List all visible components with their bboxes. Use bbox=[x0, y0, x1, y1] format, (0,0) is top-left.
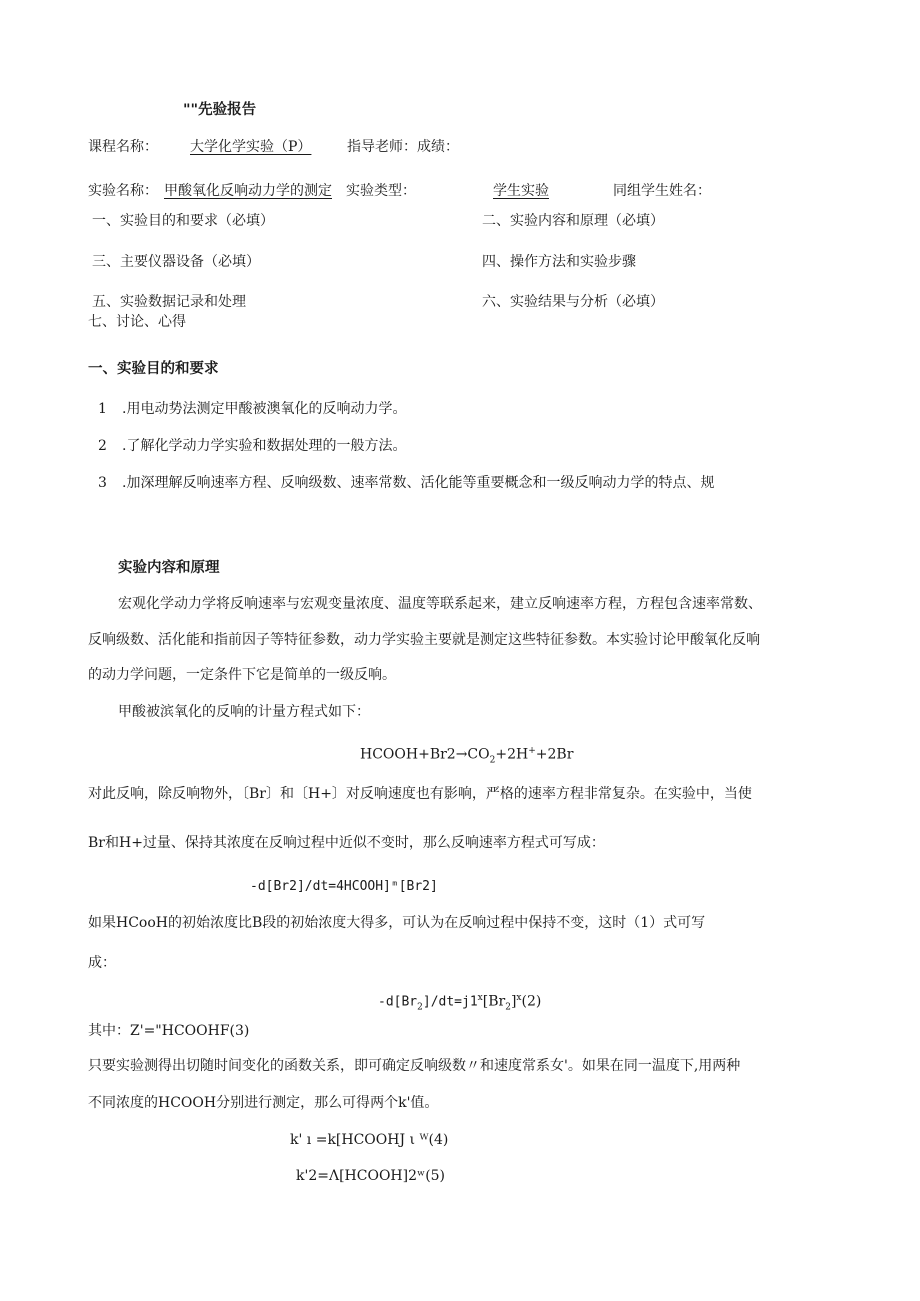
experiment-type-label: 实验类型： bbox=[346, 183, 416, 199]
list-item-text: .了解化学动力学实验和数据处理的一般方法。 bbox=[122, 438, 407, 454]
section1-heading: 一、实验目的和要求 bbox=[88, 361, 219, 377]
paragraph-line: 其中：Z'="HCOOHF(3) bbox=[88, 1023, 250, 1039]
eq-superscript: x bbox=[516, 993, 522, 1003]
list-item bbox=[98, 400, 406, 418]
eq-subscript: 2 bbox=[505, 1002, 511, 1013]
paragraph-line: 如果HCooH的初始浓度比B段的初始浓度大得多，可认为在反响过程中保持不变，这时（1）式可写 bbox=[88, 915, 706, 931]
equation-4: k' ı =k[HCOOHJ ι ᵂ(4) bbox=[290, 1132, 449, 1148]
report-title: ""先验报告 bbox=[183, 102, 257, 118]
outline-item: 七、讨论、心得 bbox=[88, 314, 186, 330]
eq-subscript: 2 bbox=[417, 1002, 423, 1013]
list-item-number: 2 bbox=[98, 438, 107, 454]
list-item-text: .加深理解反响速率方程、反响级数、速率常数、活化能等重要概念和一级反响动力学的特点、规 bbox=[122, 475, 715, 491]
list-item bbox=[98, 474, 714, 492]
eq-part: [Br bbox=[482, 993, 506, 1010]
eq-superscript: + bbox=[528, 746, 536, 756]
paragraph-line: 的动力学问题，一定条件下它是简单的一级反响。 bbox=[88, 667, 396, 683]
equation-1 bbox=[360, 742, 573, 769]
equation-3 bbox=[378, 989, 541, 1016]
list-item-number: 1 bbox=[98, 401, 107, 417]
eq-superscript: x bbox=[477, 993, 483, 1003]
outline-item: 五、实验数据记录和处理 bbox=[92, 294, 246, 310]
paragraph-line: 反响级数、活化能和指前因子等特征参数，动力学实验主要就是测定这些特征参数。本实验讨论甲酸氧化反响 bbox=[88, 632, 760, 648]
eq-part: +2Br bbox=[535, 746, 574, 763]
course-label: 课程名称： bbox=[88, 139, 158, 155]
eq-part: ] bbox=[510, 993, 517, 1010]
experiment-name-value: 甲酸氧化反响动力学的测定 bbox=[164, 183, 332, 199]
paragraph-line: 成： bbox=[88, 955, 116, 971]
list-item bbox=[98, 437, 406, 455]
experiment-type-value: 学生实验 bbox=[493, 183, 549, 199]
equation-5: k'2=Λ[HCOOH]2ʷ(5) bbox=[296, 1168, 446, 1184]
outline-item: 二、实验内容和原理（必填） bbox=[482, 213, 664, 229]
paragraph-line: 对此反响，除反响物外，〔Br〕和〔H+〕对反响速度也有影响，严格的速率方程非常复杂。在实验中，当使 bbox=[88, 786, 752, 802]
outline-item: 六、实验结果与分析（必填） bbox=[482, 294, 664, 310]
partner-label: 同组学生姓名： bbox=[613, 183, 711, 199]
eq-part: (2) bbox=[521, 993, 542, 1010]
eq-part: -d[Br bbox=[378, 994, 418, 1010]
eq-part: HCOOH+Br2→CO bbox=[360, 746, 490, 763]
paragraph-line: 只要实验测得出切随时间变化的函数关系，即可确定反响级数〃和速度常系女'。如果在同一温度下,用两种 bbox=[88, 1058, 741, 1074]
eq-subscript: 2 bbox=[489, 755, 496, 766]
paragraph-line: 甲酸被滨氧化的反响的计量方程式如下： bbox=[118, 704, 370, 720]
eq-part: ]/dt=j1 bbox=[422, 994, 478, 1010]
section2-heading: 实验内容和原理 bbox=[118, 560, 220, 576]
teacher-grade-label: 指导老师：成绩： bbox=[347, 139, 459, 155]
equation-2: -d[Br2]/dt=4HCOOH]ᵐ[Br2] bbox=[250, 879, 438, 894]
paragraph-line: 不同浓度的HCOOH分别进行测定，那么可得两个k'值。 bbox=[88, 1095, 439, 1111]
outline-item: 四、操作方法和实验步骤 bbox=[482, 254, 636, 270]
list-item-text: .用电动势法测定甲酸被澳氧化的反响动力学。 bbox=[122, 401, 407, 417]
course-value: 大学化学实验（P） bbox=[190, 139, 312, 155]
outline-item: 三、主要仪器设备（必填） bbox=[92, 254, 260, 270]
paragraph-line: 宏观化学动力学将反响速率与宏观变量浓度、温度等联系起来，建立反响速率方程，方程包含速率常数、 bbox=[118, 596, 762, 612]
paragraph-line: Br和H+过量、保持其浓度在反响过程中近似不变时，那么反响速率方程式可写成： bbox=[88, 835, 605, 851]
eq-part: +2H bbox=[495, 746, 529, 763]
outline-item: 一、实验目的和要求（必填） bbox=[92, 213, 274, 229]
experiment-name-label: 实验名称： bbox=[88, 183, 158, 199]
list-item-number: 3 bbox=[98, 475, 107, 491]
